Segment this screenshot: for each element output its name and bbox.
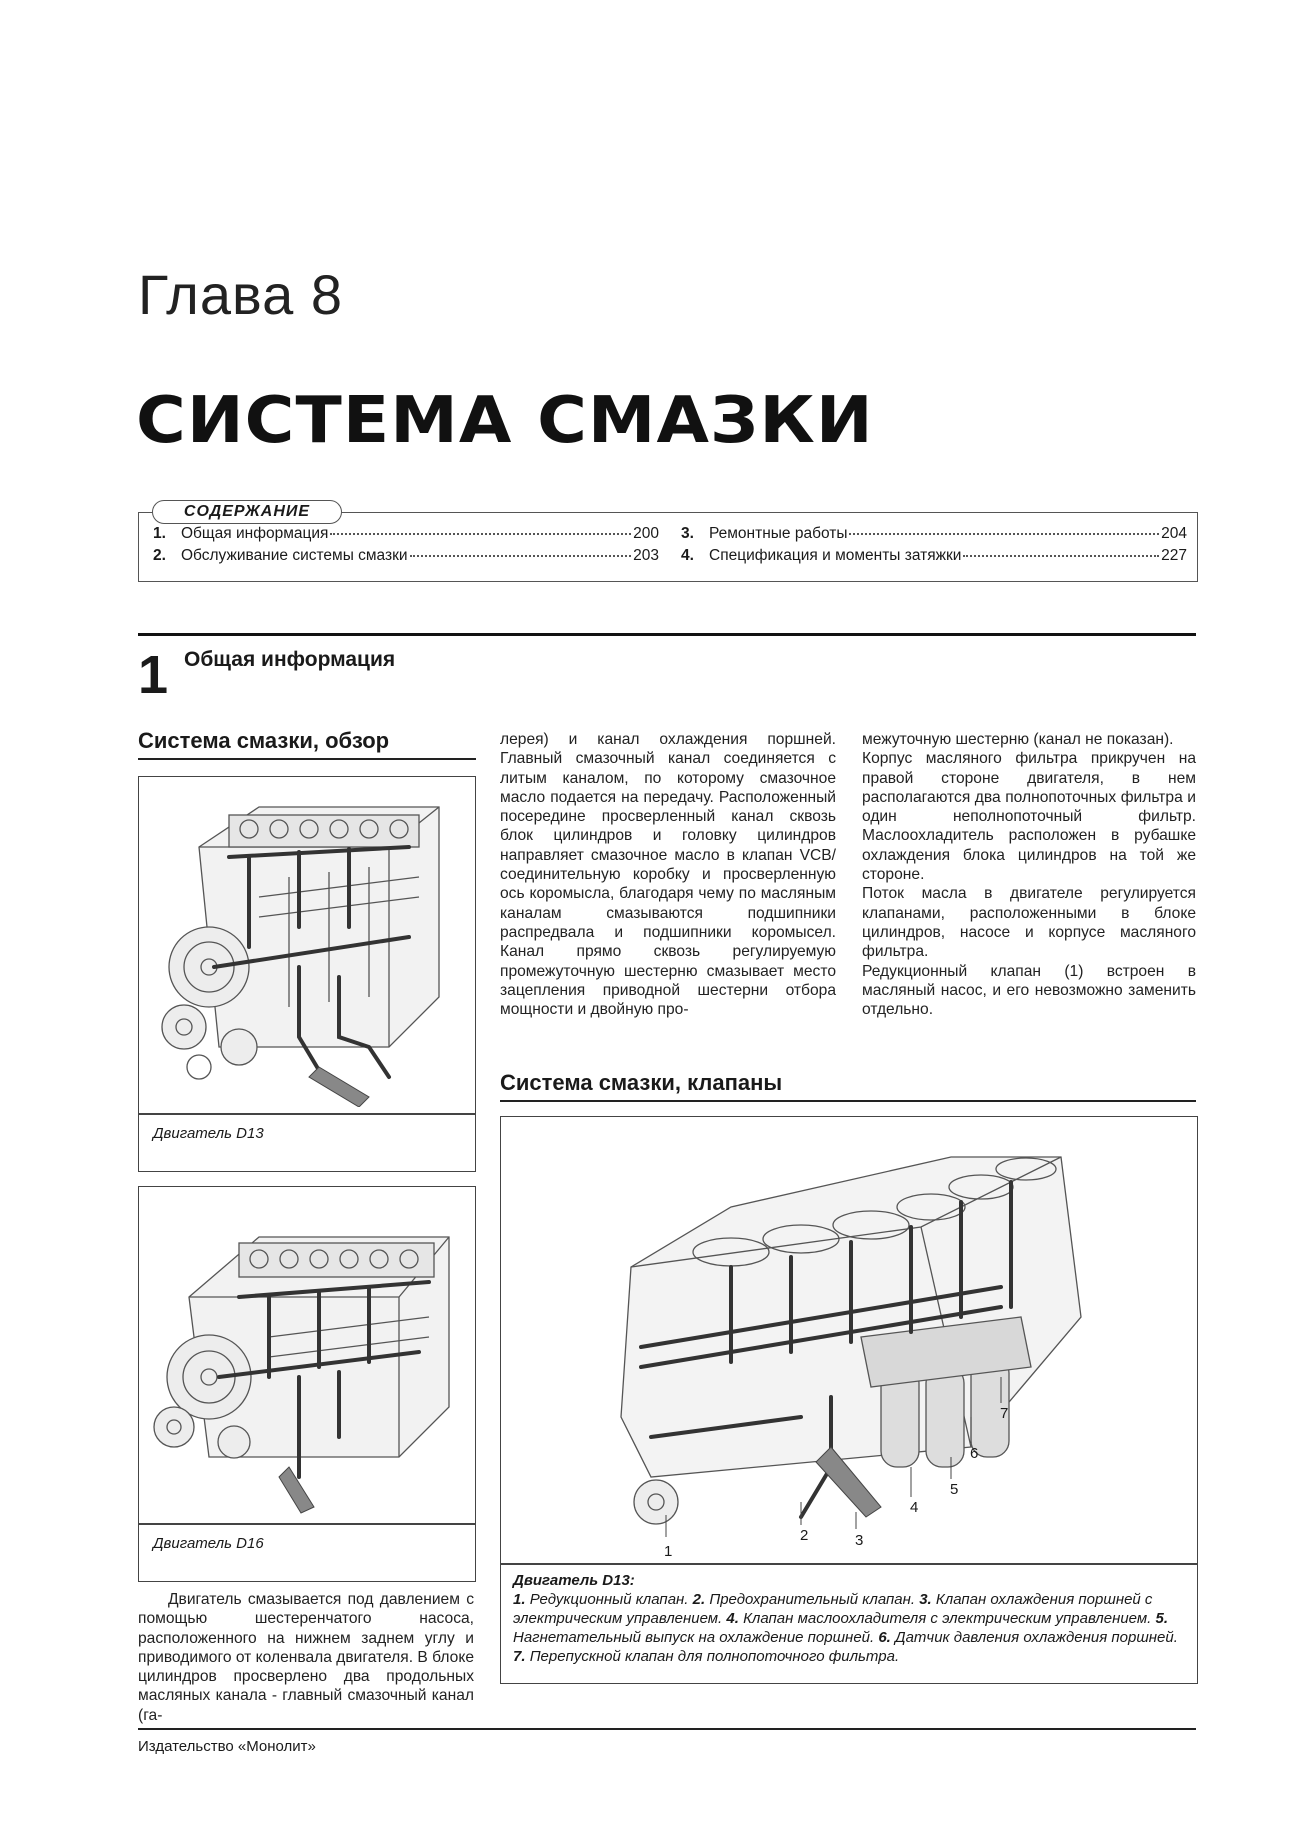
toc-item-number: 3. — [681, 525, 694, 542]
publisher-footer: Издательство «Монолит» — [138, 1738, 316, 1755]
toc-item-number: 1. — [153, 525, 166, 542]
toc-item[interactable] — [153, 547, 659, 565]
figure-d13-caption: Двигатель D13 — [153, 1125, 264, 1142]
paragraph: Двигатель смазывается под давлением с помощью шестеренчатого насоса, расположенного на нижнем заднем углу и приводимого от коленвала двигателя. В блоке цилиндров просверлено два продольных масляных канала - главный смазочный канал (га- — [138, 1591, 474, 1724]
callout-6: 6 — [970, 1445, 979, 1462]
callout-4: 4 — [910, 1499, 919, 1516]
legend-item: 7. Перепускной клапан для полнопоточного фильтра. — [513, 1648, 900, 1665]
subsection-valves-title: Система смазки, клапаны — [500, 1070, 783, 1095]
section-rule — [138, 633, 1196, 636]
toc-item-label: Общая информация — [181, 525, 329, 542]
callout-5: 5 — [950, 1481, 959, 1498]
figure-valves — [500, 1116, 1198, 1684]
toc-item-page: 203 — [633, 547, 659, 564]
legend-item: 1. Редукционный клапан. — [513, 1591, 689, 1608]
caption-divider — [501, 1563, 1197, 1565]
legend-item: 3. Клапан охлаждения поршней с электрическим управлением. — [513, 1591, 1153, 1627]
toc-leader — [963, 555, 1159, 557]
column-2-text — [500, 730, 836, 1019]
caption-divider — [139, 1113, 475, 1115]
callout-1: 1 — [664, 1543, 673, 1560]
caption-divider — [139, 1523, 475, 1525]
figure-d16-caption: Двигатель D16 — [153, 1535, 264, 1552]
legend-item: 5. Нагнетательный выпуск на охлаждение поршней. — [513, 1610, 1168, 1646]
engine-d13-illustration — [139, 777, 475, 1107]
toc-item-page: 227 — [1161, 547, 1187, 564]
toc-item-page: 200 — [633, 525, 659, 542]
toc-item-number: 4. — [681, 547, 694, 564]
callout-7: 7 — [1000, 1405, 1009, 1422]
toc-item-label: Спецификация и моменты затяжки — [709, 547, 962, 564]
subsection-rule — [138, 758, 476, 760]
legend-item: 2. Предохранительный клапан. — [692, 1591, 916, 1608]
paragraph: межуточную шестерню (канал не показан). — [862, 731, 1174, 748]
column-3-text — [862, 730, 1196, 1019]
toc-item-label: Ремонтные работы — [709, 525, 848, 542]
toc-leader — [330, 533, 631, 535]
paragraph: лерея) и канал охлаждения поршней. Главный смазочный канал соединяется с литым каналом, по которому смазочное масло подается на передачу. Расположенный посередине просверленный канал сквозь блок цилиндров и головку цилиндров направляет смазочное масло в клапан VCB/соединительную коробку и просверленную ось коромысла, благодаря чему по масляным каналам смазываются подшипники распредвала и подшипники коромысел. Канал прямо сквозь регулируемую промежуточную шестерню смазывает место зацепления приводной шестерни отбора мощности и двойную про- — [500, 731, 836, 1019]
toc-item[interactable] — [681, 547, 1187, 565]
section-title: Общая информация — [184, 648, 396, 671]
toc-item-page: 204 — [1161, 525, 1187, 542]
toc-leader — [410, 555, 632, 557]
legend-title: Двигатель D13: — [513, 1572, 635, 1589]
subsection-overview-title: Система смазки, обзор — [138, 728, 390, 753]
cylinder-block-illustration — [501, 1117, 1197, 1557]
toc-item[interactable] — [681, 525, 1187, 543]
legend-item: 4. Клапан маслоохладителя с электрическим управлением. — [726, 1610, 1152, 1627]
figure-d13 — [138, 776, 476, 1172]
callout-3: 3 — [855, 1532, 864, 1549]
paragraph: Корпус масляного фильтра прикручен на правой стороне двигателя, в нем располагаются два полнопоточных фильтра и один неполнопоточный фильтр. Маслоохладитель расположен в рубашке охлаждения блока цилиндров на той же стороне. — [862, 750, 1196, 884]
toc-item[interactable] — [153, 525, 659, 543]
toc-leader — [849, 533, 1159, 535]
paragraph: Редукционный клапан (1) встроен в масляный насос, и его невозможно заменить отдельно. — [862, 962, 1196, 1019]
callout-2: 2 — [800, 1527, 809, 1544]
legend-item: 6. Датчик давления охлаждения поршней. — [878, 1629, 1178, 1646]
subsection-rule — [500, 1100, 1196, 1102]
toc-item-number: 2. — [153, 547, 166, 564]
section-number: 1 — [138, 645, 169, 705]
paragraph: Поток масла в двигателе регулируется клапанами, расположенными в блоке цилиндров, насосе и корпусе масляного фильтра. — [862, 885, 1196, 961]
chapter-label: Глава 8 — [138, 263, 343, 326]
toc-item-label: Обслуживание системы смазки — [181, 547, 408, 564]
page-title: СИСТЕМА СМАЗКИ — [136, 384, 874, 458]
figure-legend — [513, 1571, 1185, 1666]
footer-rule — [138, 1728, 1196, 1730]
toc-heading: СОДЕРЖАНИЕ — [152, 500, 342, 524]
engine-d16-illustration — [139, 1187, 475, 1517]
figure-d16 — [138, 1186, 476, 1582]
column-1-text — [138, 1590, 474, 1725]
